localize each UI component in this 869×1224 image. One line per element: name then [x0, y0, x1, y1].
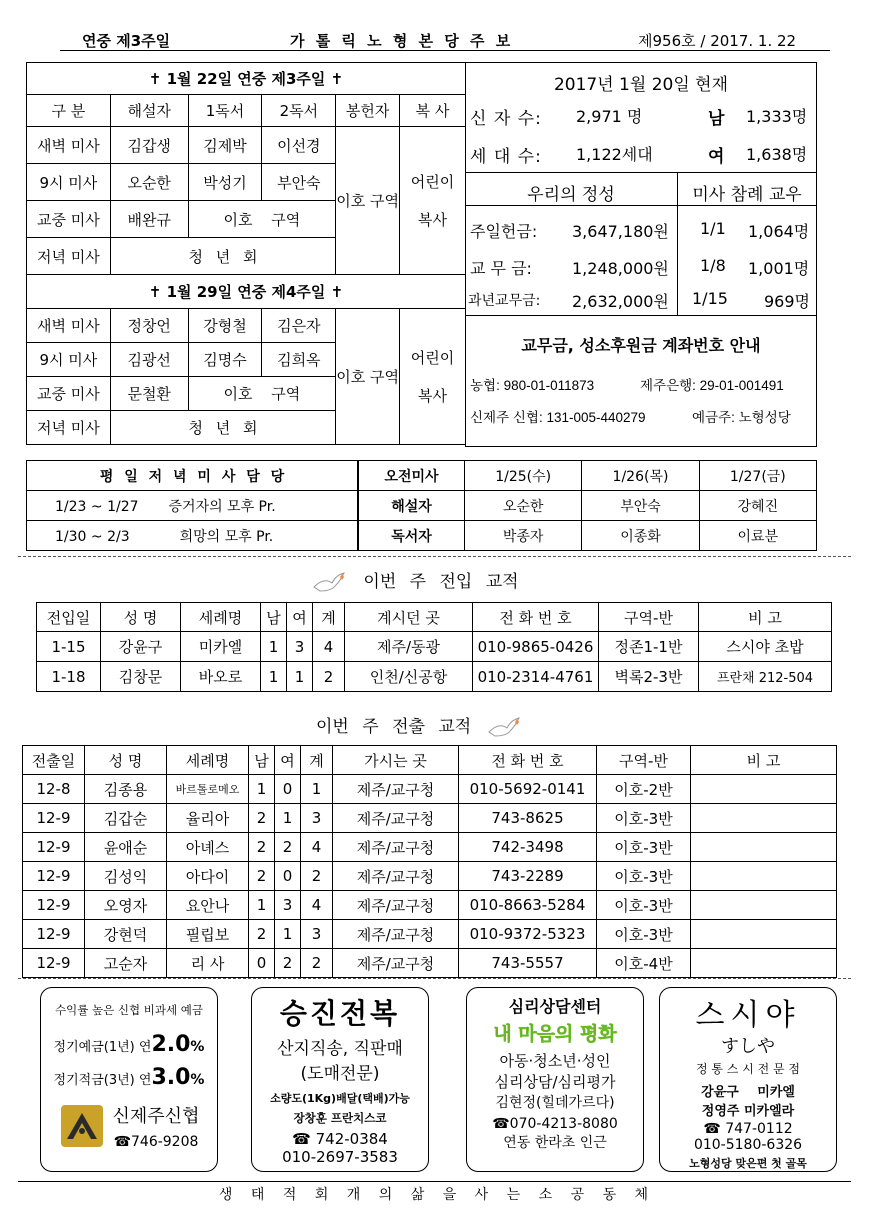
ad-sushi-phone2: 010-5180-6326: [693, 1137, 803, 1153]
offering-value: 3,647,180원: [572, 222, 669, 241]
table-cell: 743-2289: [459, 862, 597, 891]
mass-label: 교중 미사: [27, 377, 111, 411]
evening-row: [27, 491, 358, 521]
dove-icon: [485, 714, 525, 740]
table-cell: 010-5692-0141: [459, 775, 597, 804]
account-holder: 예금주: 노형성당: [692, 410, 791, 425]
roster-cell: 김명수: [188, 343, 262, 377]
table-cell: 바르톨로메오: [167, 775, 249, 804]
table-cell: 오영자: [85, 891, 167, 920]
table-cell: 강윤구: [101, 632, 181, 662]
table-cell: 제주/동광: [345, 632, 473, 662]
col-header: 봉헌자: [336, 95, 400, 127]
roster-cell: 정창언: [110, 309, 188, 343]
col-header: 해설자: [110, 95, 188, 127]
table-cell: 0: [249, 949, 275, 978]
mass-label: 저녁 미사: [27, 411, 111, 445]
table-cell: 1: [275, 804, 301, 833]
attendance-value: 1,064명: [748, 222, 810, 241]
ad-abalone-line1: 산지직송, 직판매: [277, 1039, 403, 1059]
ad-counsel-brand: 내 마음의 평화: [493, 1023, 617, 1045]
table-cell: [691, 775, 837, 804]
reader-name: 이종화: [582, 521, 699, 551]
evening-row: [27, 521, 358, 551]
table-header-row: [37, 603, 832, 632]
roster-cell: 배완규: [110, 201, 188, 238]
ad-counsel-line2: 심리상담/심리평가: [494, 1073, 616, 1091]
households-label: 세 대 수:: [470, 147, 542, 167]
table-cell: 고순자: [85, 949, 167, 978]
table-cell: 1: [287, 662, 313, 692]
col-header: 비 고: [691, 746, 837, 775]
table-cell: 바오로: [181, 662, 261, 692]
table-cell: 12-9: [23, 920, 85, 949]
ad-shinhyup: [40, 987, 218, 1172]
table-cell: 필립보: [167, 920, 249, 949]
ad-bank-rate: 3.0: [151, 1065, 191, 1090]
offering-label: 과년교무금:: [468, 293, 541, 309]
table-cell: 김성익: [85, 862, 167, 891]
morning-day: 1/27(금): [699, 461, 816, 491]
ad-bank-rate: 2.0: [151, 1032, 191, 1057]
table-cell: 이호-3반: [597, 833, 691, 862]
account-shinhyup: 신제주 신협: 131-005-440279: [470, 410, 646, 425]
roster-cell: 부안숙: [262, 164, 336, 201]
ad-sushi-owner1: 강윤구 미카엘: [701, 1085, 795, 1100]
table-cell: 강현덕: [85, 920, 167, 949]
col-header: 복 사: [400, 95, 466, 127]
col-header: 계: [313, 603, 345, 632]
reader-name: 이료분: [699, 521, 816, 551]
table-cell: 743-8625: [459, 804, 597, 833]
attendance-title: 미사 참례 교우: [692, 185, 802, 205]
offering-title-rule: [465, 205, 817, 206]
table-cell: 1: [249, 891, 275, 920]
offering-value: 2,632,000원: [572, 292, 669, 311]
offering-value: 1,248,000원: [572, 259, 669, 278]
reader-name: 박종자: [465, 521, 582, 551]
move-in-table: [36, 602, 832, 692]
ad-counsel-phone: ☎070-4213-8080: [492, 1116, 618, 1132]
table-cell: 프란채 212-504: [699, 662, 832, 692]
commentator-name: 오순한: [465, 491, 582, 521]
table-row: [37, 662, 832, 692]
col-header: 구 분: [27, 95, 111, 127]
roster-cell: 문철환: [110, 377, 188, 411]
ad-bank-tagline: 수익률 높은 신협 비과세 예금: [55, 1003, 203, 1017]
table-cell: 제주/교구청: [333, 775, 459, 804]
table-cell: 이호-3반: [597, 862, 691, 891]
header-rule: [60, 50, 830, 51]
table-cell: 제주/교구청: [333, 833, 459, 862]
table-cell: 2: [301, 862, 333, 891]
ad-bank-phone: ☎746-9208: [113, 1134, 199, 1150]
col-header: 여: [287, 603, 313, 632]
mass-label: 새벽 미사: [27, 127, 111, 164]
table-cell: 제주/교구청: [333, 804, 459, 833]
table-cell: 12-9: [23, 949, 85, 978]
table-cell: 1: [249, 775, 275, 804]
table-cell: 2: [249, 862, 275, 891]
roster-cell: 오순한: [110, 164, 188, 201]
col-header: 성 명: [101, 603, 181, 632]
week1-title: ✝ 1월 22일 연중 제3주일 ✝: [27, 63, 466, 95]
issue-number-date: 제956호 / 2017. 1. 22: [638, 32, 797, 50]
roster-cell: 김제박: [188, 127, 262, 164]
table-cell: 2: [249, 920, 275, 949]
col-header: 비 고: [699, 603, 832, 632]
move-out-title: 이번 주 전출 교적: [316, 717, 472, 737]
mass-label: 새벽 미사: [27, 309, 111, 343]
col-header: 전 화 번 호: [459, 746, 597, 775]
col-header: 가시는 곳: [333, 746, 459, 775]
table-cell: 인천/신공항: [345, 662, 473, 692]
table-cell: [691, 949, 837, 978]
table-cell: 김창문: [101, 662, 181, 692]
col-header: 세례명: [181, 603, 261, 632]
attendance-date: 1/8: [700, 256, 726, 275]
table-cell: 3: [301, 920, 333, 949]
morning-day: 1/25(수): [465, 461, 582, 491]
shinhyup-logo-icon: [59, 1103, 105, 1149]
table-cell: 0: [275, 862, 301, 891]
table-row: [23, 775, 837, 804]
stats-divider: [465, 172, 817, 173]
table-cell: 4: [301, 891, 333, 920]
table-row: [23, 862, 837, 891]
table-row: [23, 891, 837, 920]
table-cell: 율리아: [167, 804, 249, 833]
offering-label: 교 무 금:: [470, 259, 532, 278]
roster-merged: 이호 구역: [188, 201, 336, 238]
col-header: 계: [301, 746, 333, 775]
offering-title: 우리의 정성: [527, 185, 615, 205]
commentator-name: 강혜진: [699, 491, 816, 521]
evening-dates: 1/30 ~ 2/3: [55, 528, 130, 545]
table-cell: 010-2314-4761: [473, 662, 599, 692]
roster-cell: 이선경: [262, 127, 336, 164]
col-header: 구역-반: [597, 746, 691, 775]
table-cell: 743-5557: [459, 949, 597, 978]
section-divider: [18, 556, 851, 557]
ad-abalone-phone1: ☎ 742-0384: [292, 1130, 388, 1148]
table-cell: 김갑순: [85, 804, 167, 833]
roster-cell: 강형철: [188, 309, 262, 343]
ad-bank-deposit: [41, 1032, 217, 1057]
table-cell: 2: [275, 949, 301, 978]
evening-mass-table: [26, 460, 358, 551]
believers-count: 2,971 명: [576, 107, 643, 126]
roster-merged: 청 년 회: [110, 411, 335, 445]
ad-bank-pct: %: [190, 1072, 205, 1088]
col-header: 전 화 번 호: [473, 603, 599, 632]
table-cell: 4: [301, 833, 333, 862]
col-header: 전출일: [23, 746, 85, 775]
ad-abalone-brand: 승진전복: [279, 997, 401, 1030]
table-cell: 아녜스: [167, 833, 249, 862]
move-in-heading: [310, 567, 610, 595]
ad-bank-deposit-label: 정기예금(1년) 연: [53, 1040, 152, 1055]
table-cell: [691, 804, 837, 833]
commentator-label: 해설자: [359, 491, 465, 521]
table-cell: [691, 920, 837, 949]
table-cell: 3: [301, 804, 333, 833]
ad-sushi-brand-jp: すしや: [721, 1036, 775, 1057]
table-cell: 12-9: [23, 891, 85, 920]
offertory-group: 이호 구역: [336, 127, 400, 275]
move-out-heading: [316, 712, 616, 740]
table-cell: 요안나: [167, 891, 249, 920]
table-header-row: [23, 746, 837, 775]
male-count: 1,333명: [746, 107, 808, 126]
attendance-date: 1/15: [692, 289, 728, 308]
evening-dates: 1/23 ~ 1/27: [55, 498, 139, 515]
table-cell: 제주/교구청: [333, 920, 459, 949]
table-cell: 3: [287, 632, 313, 662]
ad-bank-name: 신제주신협: [112, 1106, 200, 1127]
female-count: 1,638명: [746, 145, 808, 164]
ad-sushi: [659, 987, 837, 1172]
table-cell: 2: [313, 662, 345, 692]
female-label: 여: [708, 147, 725, 167]
ad-sushi-brand: 스시야: [695, 998, 801, 1033]
table-cell: 리 사: [167, 949, 249, 978]
ad-sushi-tagline: 정 통 스 시 전 문 점: [695, 1062, 801, 1076]
male-label: 남: [708, 109, 725, 129]
table-cell: 제주/교구청: [333, 891, 459, 920]
table-cell: 2: [249, 833, 275, 862]
dove-icon: [310, 569, 350, 595]
roster-cell: 박성기: [188, 164, 262, 201]
header-issue-sunday: 연중 제3주일: [82, 32, 171, 50]
commentator-name: 부안숙: [582, 491, 699, 521]
stats-title: 2017년 1월 20일 현재: [553, 75, 729, 95]
roster-cell: 김광선: [110, 343, 188, 377]
table-cell: [691, 891, 837, 920]
table-cell: 스시야 초밥: [699, 632, 832, 662]
table-cell: 0: [275, 775, 301, 804]
ad-sushi-location: 노형성당 맞은편 첫 골목: [689, 1157, 807, 1170]
account-title: 교무금, 성소후원금 계좌번호 안내: [521, 336, 761, 355]
table-cell: 제주/교구청: [333, 949, 459, 978]
table-cell: 이호-3반: [597, 804, 691, 833]
table-cell: 3: [275, 891, 301, 920]
footer-rule: [18, 1181, 851, 1182]
table-row: [23, 833, 837, 862]
week2-title: ✝ 1월 29일 연중 제4주일 ✝: [27, 275, 466, 309]
ad-abalone-line2: (도매전문): [300, 1064, 380, 1084]
col-header: 세례명: [167, 746, 249, 775]
morning-title: 오전미사: [359, 461, 465, 491]
table-cell: 윤애순: [85, 833, 167, 862]
ad-abalone: [251, 987, 429, 1172]
move-in-title: 이번 주 전입 교적: [363, 572, 519, 592]
table-cell: 4: [313, 632, 345, 662]
offering-label: 주일헌금:: [470, 222, 538, 241]
table-cell: 이호-2반: [597, 775, 691, 804]
table-cell: 1-15: [37, 632, 101, 662]
table-cell: [691, 862, 837, 891]
roster-cell: 김은자: [262, 309, 336, 343]
footer-motto: 생 태 적 회 개 의 삶 을 사 는 소 공 동 체: [218, 1187, 651, 1203]
ad-counsel-line3: 김현정(힐데가르다): [495, 1095, 615, 1111]
mass-label: 9시 미사: [27, 343, 111, 377]
table-cell: 미카엘: [181, 632, 261, 662]
bulletin-title: 가 톨 릭 노 형 본 당 주 보: [290, 32, 514, 50]
table-cell: [691, 833, 837, 862]
ad-counseling: [466, 987, 644, 1172]
mass-label: 교중 미사: [27, 201, 111, 238]
col-header: 남: [261, 603, 287, 632]
col-header: 여: [275, 746, 301, 775]
account-nh: 농협: 980-01-011873: [470, 378, 595, 393]
table-cell: 12-8: [23, 775, 85, 804]
ad-bank-pct: %: [190, 1039, 205, 1055]
table-cell: 김종용: [85, 775, 167, 804]
table-cell: 이호-3반: [597, 891, 691, 920]
table-cell: 12-9: [23, 862, 85, 891]
ad-abalone-line3: 소량도(1Kg)배달(택배)가능: [270, 1092, 410, 1105]
ad-abalone-phone2: 010-2697-3583: [282, 1148, 398, 1166]
offertory-group: 이호 구역: [336, 309, 400, 445]
table-row: [23, 920, 837, 949]
altar-server: 어린이 복사: [400, 309, 466, 445]
table-row: [23, 949, 837, 978]
reader-label: 독서자: [359, 521, 465, 551]
ad-abalone-owner: 장창훈 프란치스코: [293, 1111, 387, 1125]
ad-bank-savings-label: 정기적금(3년) 연: [53, 1073, 152, 1088]
mass-roster-table: [26, 62, 466, 445]
table-cell: 010-9372-5323: [459, 920, 597, 949]
col-header: 전입일: [37, 603, 101, 632]
table-cell: 742-3498: [459, 833, 597, 862]
table-row: [37, 632, 832, 662]
table-cell: 제주/교구청: [333, 862, 459, 891]
roster-merged: 이호 구역: [188, 377, 336, 411]
col-header: 구역-반: [599, 603, 699, 632]
table-cell: 1: [261, 662, 287, 692]
table-cell: 010-9865-0426: [473, 632, 599, 662]
attendance-date: 1/1: [700, 219, 726, 238]
col-header: 2독서: [262, 95, 336, 127]
table-cell: 이호-3반: [597, 920, 691, 949]
ad-bank-savings: [41, 1065, 217, 1090]
table-cell: 1: [261, 632, 287, 662]
move-out-table: [22, 745, 837, 978]
table-cell: 2: [301, 949, 333, 978]
evening-title: 평 일 저 녁 미 사 담 당: [27, 461, 358, 491]
mass-label: 9시 미사: [27, 164, 111, 201]
ad-sushi-phone1: ☎ 747-0112: [703, 1121, 793, 1137]
attendance-value: 1,001명: [748, 259, 810, 278]
table-cell: 2: [275, 833, 301, 862]
table-cell: 1: [301, 775, 333, 804]
section-divider: [18, 978, 851, 979]
table-row: [23, 804, 837, 833]
account-jeju-bank: 제주은행: 29-01-001491: [640, 378, 784, 393]
col-header: 1독서: [188, 95, 262, 127]
table-cell: 12-9: [23, 833, 85, 862]
roster-cell: 김희옥: [262, 343, 336, 377]
ad-sushi-owner2: 정영주 미카엘라: [701, 1104, 795, 1119]
believers-label: 신 자 수:: [470, 109, 542, 129]
altar-server: 어린이 복사: [400, 127, 466, 275]
table-cell: 정존1-1반: [599, 632, 699, 662]
table-cell: 2: [249, 804, 275, 833]
table-cell: 1: [275, 920, 301, 949]
ad-counsel-title: 심리상담센터: [508, 997, 602, 1016]
col-header: 남: [249, 746, 275, 775]
col-header: 성 명: [85, 746, 167, 775]
ad-counsel-line1: 아동·청소년·성인: [499, 1052, 611, 1070]
attendance-value: 969명: [764, 292, 810, 311]
mass-label: 저녁 미사: [27, 238, 111, 275]
table-cell: 1-18: [37, 662, 101, 692]
roster-cell: 김갑생: [110, 127, 188, 164]
table-cell: 010-8663-5284: [459, 891, 597, 920]
table-cell: 12-9: [23, 804, 85, 833]
col-header: 계시던 곳: [345, 603, 473, 632]
households-count: 1,122세대: [576, 145, 653, 164]
account-divider: [465, 315, 817, 316]
morning-mass-table: [358, 460, 817, 551]
table-cell: 이호-4반: [597, 949, 691, 978]
evening-group: 증거자의 모후 Pr.: [168, 498, 276, 515]
table-cell: 아다이: [167, 862, 249, 891]
ad-counsel-location: 연동 한라초 인근: [503, 1135, 607, 1151]
morning-day: 1/26(목): [582, 461, 699, 491]
evening-group: 희망의 모후 Pr.: [179, 528, 274, 545]
table-cell: 벽록2-3반: [599, 662, 699, 692]
roster-merged: 청 년 회: [110, 238, 335, 275]
